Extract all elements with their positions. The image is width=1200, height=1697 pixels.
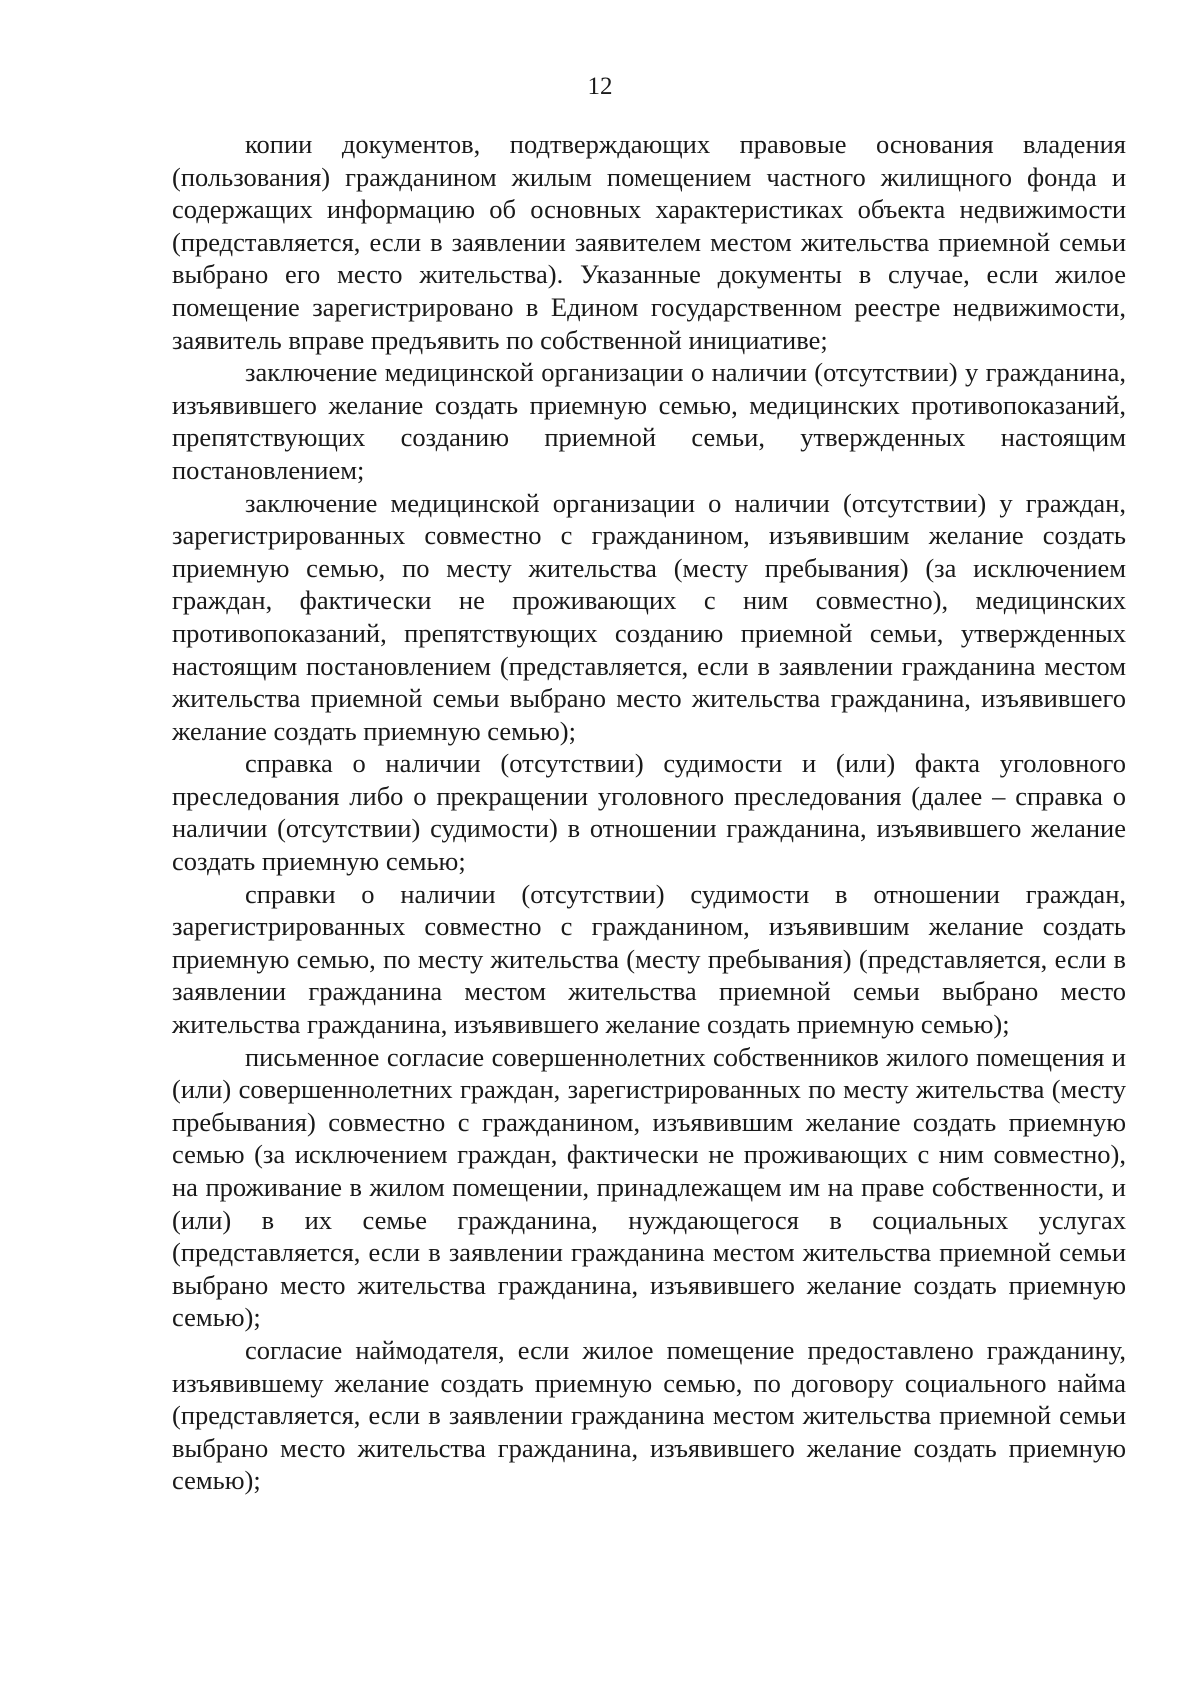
paragraph-owners-written-consent: письменное согласие совершеннолетних собственников жилого помещения и (или) совершеннолетних граждан, зарегистрированных по месту жительства (месту пребывания) совместно с гражданином, изъявившим желание создать приемную семью (за исключением граждан, фактически не проживающих с ним совместно), на проживание в жилом помещении, принадлежащем им на праве собственности, и (или) в их семье гражданина, нуждающегося в социальных услугах (представляется, если в заявлении гражданина местом жительства приемной семьи выбрано место жительства гражданина, изъявившего желание создать приемную семью); <box>172 1041 1126 1333</box>
paragraph-property-documents: копии документов, подтверждающих правовые основания владения (пользования) гражданином жилым помещением частного жилищного фонда и содержащих информацию об основных характеристиках объекта недвижимости (представляется, если в заявлении заявителем местом жительства приемной семьи выбрано его место жительства). Указанные документы в случае, если жилое помещение зарегистрировано в Едином государственном реестре недвижимости, заявитель вправе предъявить по собственной инициативе; <box>172 129 1126 355</box>
paragraph-criminal-record-applicant: справка о наличии (отсутствии) судимости и (или) факта уголовного преследования либо о прекращении уголовного преследования (далее – справка о наличии (отсутствии) судимости) в отношении гражданина, изъявившего желание создать приемную семью; <box>172 748 1126 877</box>
paragraph-medical-conclusion-applicant: заключение медицинской организации о наличии (отсутствии) у гражданина, изъявившего желание создать приемную семью, медицинских противопоказаний, препятствующих созданию приемной семьи, утвержденных настоящим постановлением; <box>172 357 1126 485</box>
document-body <box>172 128 1126 1497</box>
page-number: 12 <box>587 73 613 100</box>
paragraph-medical-conclusion-cohabitants: заключение медицинской организации о наличии (отсутствии) у граждан, зарегистрированных совместно с гражданином, изъявившим желание создать приемную семью, по месту жительства (месту пребывания) (за исключением граждан, фактически не проживающих с ним совместно), медицинских противопоказаний, препятствующих созданию приемной семьи, утвержденных настоящим постановлением (представляется, если в заявлении гражданина местом жительства приемной семьи выбрано место жительства гражданина, изъявившего желание создать приемную семью); <box>172 487 1126 746</box>
paragraph-landlord-consent: согласие наймодателя, если жилое помещение предоставлено гражданину, изъявившему желание создать приемную семью, по договору социального найма (представляется, если в заявлении гражданина местом жительства приемной семьи выбрано место жительства гражданина, изъявившего желание создать приемную семью); <box>172 1334 1126 1496</box>
paragraph-criminal-record-cohabitants: справки о наличии (отсутствии) судимости в отношении граждан, зарегистрированных совместно с гражданином, изъявившим желание создать приемную семью, по месту жительства (месту пребывания) (представляется, если в заявлении гражданина местом жительства приемной семьи выбрано место жительства гражданина, изъявившего желание создать приемную семью); <box>172 878 1126 1040</box>
